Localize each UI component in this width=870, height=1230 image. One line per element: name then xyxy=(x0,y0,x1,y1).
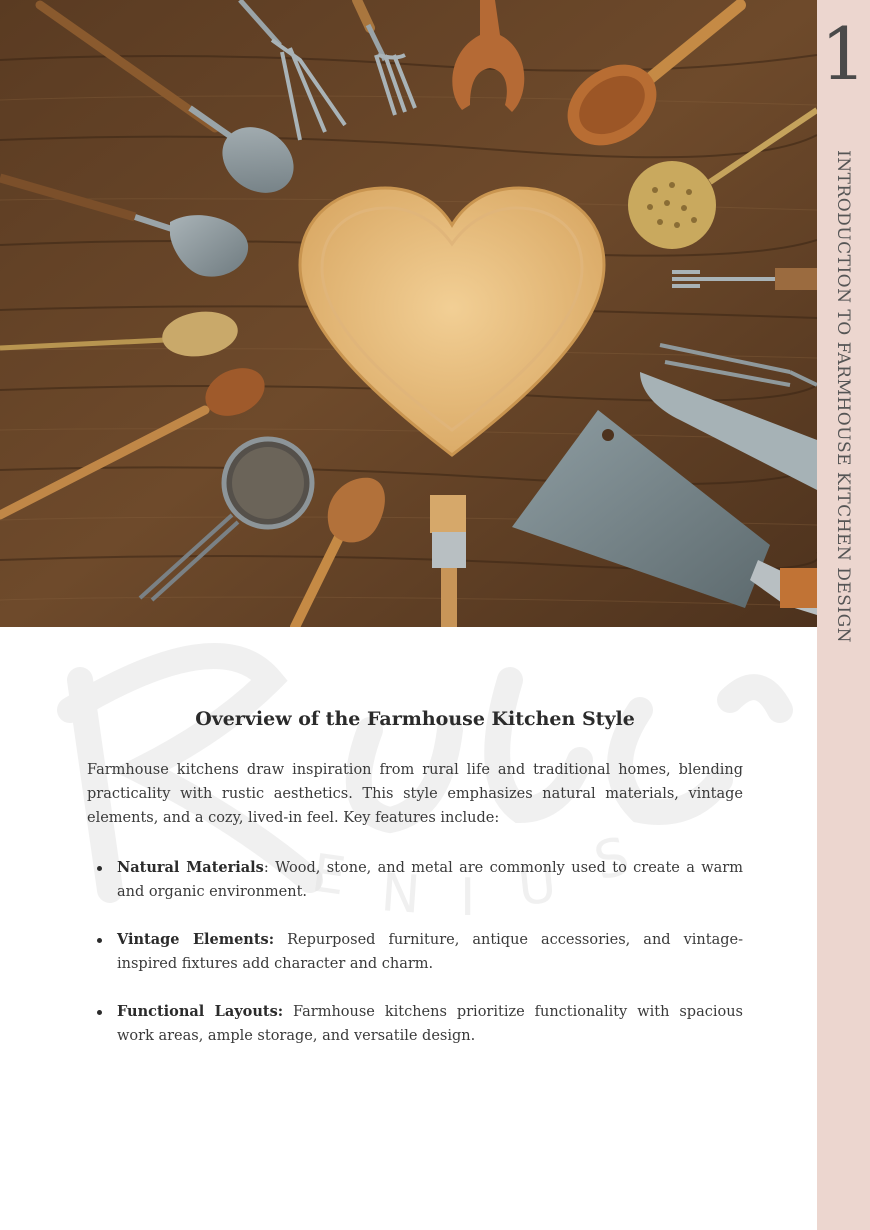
main-content xyxy=(87,708,743,1072)
feature-title: Natural Materials xyxy=(117,859,264,876)
list-item xyxy=(87,856,743,904)
bullet-icon xyxy=(97,1010,102,1015)
list-item xyxy=(87,1000,743,1048)
hero-image xyxy=(0,0,817,627)
chapter-number: 1 xyxy=(820,12,867,96)
svg-text:S: S xyxy=(588,826,636,893)
list-item xyxy=(87,928,743,976)
svg-text:E: E xyxy=(308,843,350,908)
chapter-title: INTRODUCTION TO FARMHOUSE KITCHEN DESIGN xyxy=(833,150,853,644)
feature-title: Vintage Elements: xyxy=(117,931,275,948)
intro-paragraph: Farmhouse kitchens draw inspiration from rural life and traditional homes, blending practicality with rustic aesthetics. This style emphasizes natural materials, vintage elements, and a cozy, lived-in feel. Key features include: xyxy=(87,762,743,826)
bullet-icon xyxy=(97,938,102,943)
chapter-side-band xyxy=(817,0,870,1230)
svg-text:U: U xyxy=(515,854,560,918)
svg-text:N: N xyxy=(379,863,423,926)
kitchen-utensils-illustration xyxy=(0,0,817,627)
feature-list xyxy=(87,856,743,1048)
feature-text: : Wood, stone, and metal are commonly used to create a warm and organic environment. xyxy=(117,860,743,900)
section-heading: Overview of the Farmhouse Kitchen Style xyxy=(195,708,635,730)
svg-text:I: I xyxy=(460,868,476,928)
bullet-icon xyxy=(97,866,102,871)
feature-text: Repurposed furniture, antique accessories, and vintage-inspired fixtures add character and charm. xyxy=(117,932,743,972)
feature-text: Farmhouse kitchens prioritize functionality with spacious work areas, ample storage, and versatile design. xyxy=(117,1004,743,1044)
feature-title: Functional Layouts: xyxy=(117,1003,284,1020)
